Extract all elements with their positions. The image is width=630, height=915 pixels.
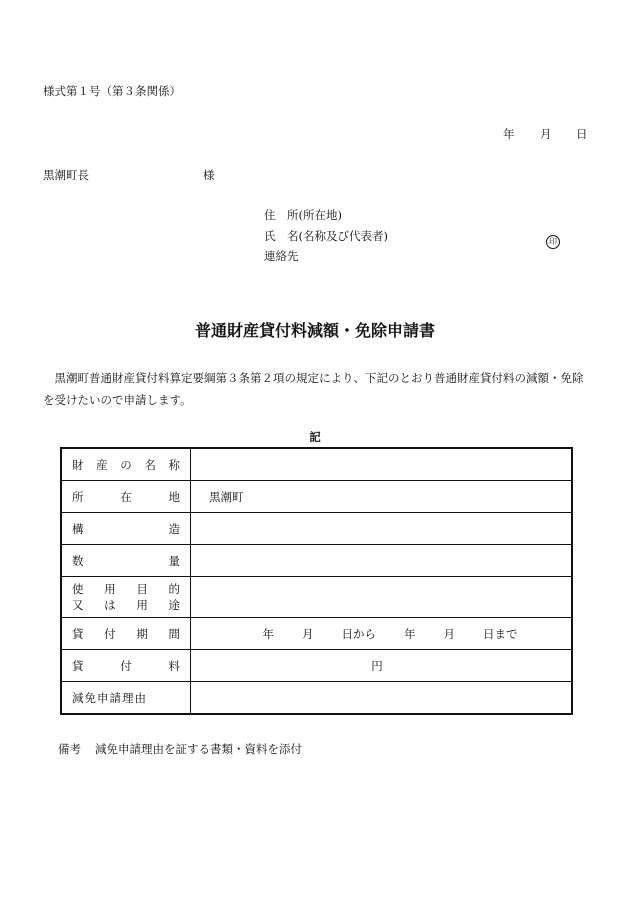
table-row bbox=[61, 577, 572, 618]
document-title: 普通財産貸付料減額・免除申請書 bbox=[194, 321, 435, 340]
reason-value[interactable] bbox=[191, 682, 573, 715]
seal-mark bbox=[546, 229, 560, 249]
quantity-label: 数 量 bbox=[61, 545, 191, 577]
table-row bbox=[61, 618, 572, 650]
quantity-value[interactable] bbox=[191, 545, 573, 577]
date-year: 年 bbox=[503, 127, 515, 141]
table-row bbox=[61, 682, 572, 715]
period-label: 貸 付 期 間 bbox=[61, 618, 191, 650]
table-row bbox=[61, 513, 572, 545]
period-value[interactable]: 年 月 日から 年 月 日まで bbox=[191, 618, 573, 650]
seal-icon: 印 bbox=[546, 235, 560, 249]
application-table bbox=[60, 447, 573, 715]
property-name-label: 財 産 の 名 称 bbox=[61, 448, 191, 481]
reason-label: 減免申請理由 bbox=[61, 682, 191, 715]
purpose-label: 使 用 目 的 又 は 用 途 bbox=[61, 577, 191, 618]
body-text: 黒潮町普通財産貸付料算定要綱第３条第２項の規定により、下記のとおり普通財産貸付料の減額・免除を受けたいので申請します。 bbox=[43, 371, 584, 407]
table-row bbox=[61, 650, 572, 682]
fee-value[interactable] bbox=[191, 650, 573, 682]
fee-label: 貸 付 料 bbox=[61, 650, 191, 682]
table-row bbox=[61, 545, 572, 577]
property-name-value[interactable] bbox=[191, 448, 573, 481]
table-row bbox=[61, 481, 572, 513]
structure-label: 構 造 bbox=[61, 513, 191, 545]
applicant-name-label: 氏 名(名称及び代表者) bbox=[264, 229, 388, 243]
date-day: 日 bbox=[576, 127, 588, 141]
remarks-text: 減免申請理由を証する書類・資料を添付 bbox=[95, 742, 302, 756]
addressee-name: 黒潮町長 bbox=[43, 168, 89, 182]
fee-unit: 円 bbox=[371, 658, 383, 673]
date-month: 月 bbox=[540, 127, 552, 141]
location-label: 所 在 地 bbox=[61, 481, 191, 513]
ki-heading: 記 bbox=[309, 430, 321, 444]
location-value[interactable]: 黒潮町 bbox=[191, 481, 573, 513]
structure-value[interactable] bbox=[191, 513, 573, 545]
table-row bbox=[61, 448, 572, 481]
applicant-contact-label: 連絡先 bbox=[264, 249, 299, 263]
applicant-address-label: 住 所(所在地) bbox=[264, 208, 342, 222]
addressee-honorific: 様 bbox=[203, 168, 215, 182]
purpose-value[interactable] bbox=[191, 577, 573, 618]
form-number: 様式第１号（第３条関係） bbox=[43, 84, 181, 98]
remarks-label: 備考 bbox=[58, 742, 81, 756]
